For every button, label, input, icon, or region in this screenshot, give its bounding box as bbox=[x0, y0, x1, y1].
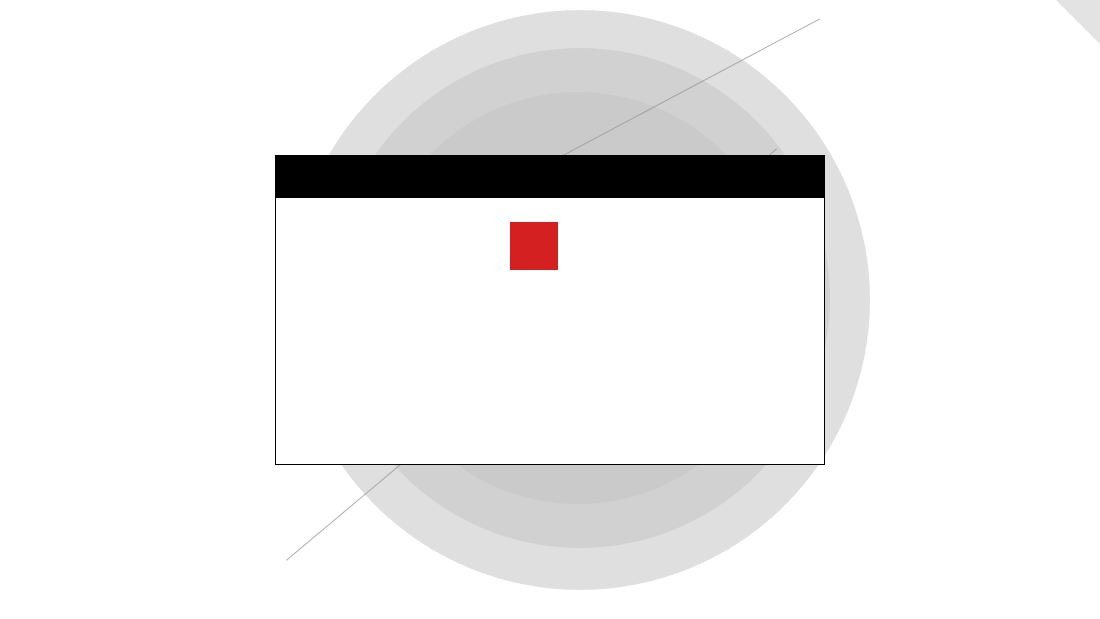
seal-stamp bbox=[510, 222, 558, 270]
center-panel bbox=[275, 155, 825, 465]
corner-triangle-decoration bbox=[1056, 0, 1100, 44]
center-title-bar bbox=[276, 156, 824, 198]
